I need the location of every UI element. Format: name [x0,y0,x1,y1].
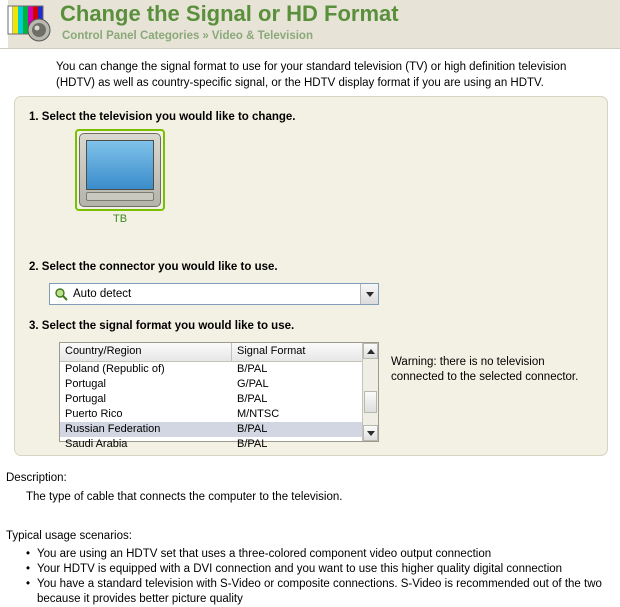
cell-country: Russian Federation [65,423,161,435]
list-item: • You are using an HDTV set that uses a three-colored component video output connection [26,547,612,562]
breadcrumb-page: Video & Television [211,30,313,42]
table-scrollbar[interactable] [362,343,378,441]
scrollbar-thumb[interactable] [364,391,377,413]
color-bars-icon [6,4,54,44]
table-row-selected[interactable] [60,422,378,437]
description-body: The type of cable that connects the computer to the television. [26,491,343,503]
column-header-format[interactable]: Signal Format [237,345,306,357]
cell-format: B/PAL [237,393,268,405]
television-icon [79,133,161,207]
table-row[interactable] [60,362,378,377]
usage-title: Typical usage scenarios: [6,530,132,542]
page-title: Change the Signal or HD Format [60,1,399,26]
cell-country: Saudi Arabia [65,438,128,450]
step-1-label: 1. Select the television you would like to change. [29,111,296,123]
cell-format: B/PAL [237,363,268,375]
description-title: Description: [6,472,67,484]
step-2-label: 2. Select the connector you would like to use. [29,261,278,273]
connector-dropdown[interactable] [49,283,379,305]
breadcrumb-category[interactable]: Control Panel Categories [62,30,200,42]
cell-country: Portugal [65,378,106,390]
cell-format: G/PAL [237,378,269,390]
television-base [86,192,154,201]
usage-bullet-list [26,547,612,607]
cell-country: Portugal [65,393,106,405]
cell-format: M/NTSC [237,408,280,420]
cell-format: B/PAL [237,438,268,450]
table-row[interactable] [60,407,378,422]
list-item: • You have a standard television with S-Video or composite connections. S-Video is recommended out of the two because it provides better picture quality [26,577,612,607]
television-label: TB [112,213,128,225]
breadcrumb [62,30,313,42]
page-header [0,0,620,49]
table-row[interactable] [60,392,378,407]
chevron-down-icon[interactable] [360,284,378,304]
table-header-row [60,343,378,362]
magnifier-icon [52,285,70,303]
cell-format: B/PAL [237,423,268,435]
chevron-down-icon[interactable] [363,425,378,441]
settings-panel [14,96,608,456]
column-header-country[interactable]: Country/Region [60,343,232,361]
cell-country: Poland (Republic of) [65,363,165,375]
warning-text: Warning: there is no television connected to the selected connector. [391,356,579,383]
intro-text: You can change the signal format to use for your standard television (TV) or high definition television (HDTV) as well as country-specific signal, or the HDTV display format if you are using an HDTV. [56,61,567,89]
breadcrumb-separator: » [202,30,209,42]
connector-selected-value: Auto detect [73,288,132,300]
table-row[interactable] [60,377,378,392]
television-item[interactable] [75,133,165,225]
signal-format-table[interactable] [59,342,379,450]
television-screen [86,140,154,190]
table-body [60,362,378,452]
chevron-up-icon[interactable] [363,343,378,359]
step-3-label: 3. Select the signal format you would like to use. [29,320,295,332]
table-row[interactable] [60,437,378,452]
cell-country: Puerto Rico [65,408,123,420]
list-item: • Your HDTV is equipped with a DVI connection and you want to use this higher quality digital connection [26,562,612,577]
